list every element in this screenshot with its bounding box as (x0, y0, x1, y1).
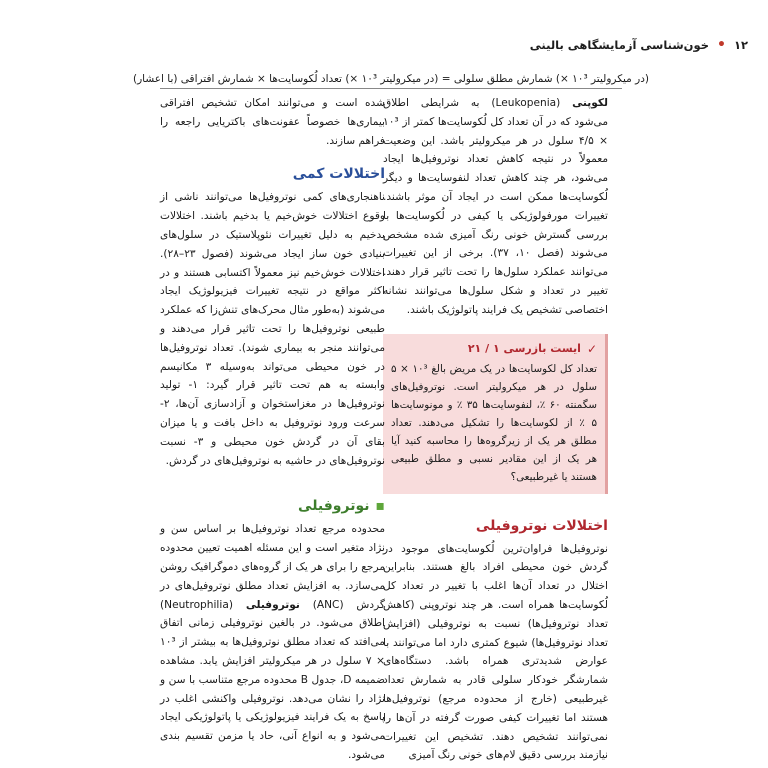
checkpoint-text: تعداد کل لکوسایت‌ها در یک مریض بالغ ۱۰³ × ۵ سلول در هر میکرولیتر است. نوتروفیل‌های سگمنته ۶۰ ٪، لنفوسایت‌ها ۳۵ ٪ و مونوسایت‌ها ۵ ٪ از لکوسایت‌ها را تشکیل می‌دهند. تعداد مطلق هر یک از زیرگروه‌ها را محاسبه کنید آیا هر یک از این مقادیر نسبی و مطلق طبیعی هستند یا غیرطبیعی؟ (391, 362, 598, 483)
page-number: ۱۲ (733, 38, 748, 52)
quantitative-disorders-heading: اختلالات کمی (292, 166, 385, 183)
neutrophilia-heading (160, 496, 385, 516)
checkpoint-heading (391, 340, 597, 358)
neutrophilia-paragraph (160, 520, 385, 764)
green-bullet-icon: ▪ (375, 498, 385, 515)
neutrophilia-term: نوتروفیلی (245, 598, 300, 611)
continuation-text: شده است و می‌توانند امکان تشخیص افتراقی بیماری‌ها خصوصاً عفونت‌های باکتریایی راجعه را فراهم سازند. (160, 97, 385, 147)
left-column (160, 94, 385, 765)
checkmark-icon: ✓ (586, 341, 597, 356)
neutrophilia-text-1: محدوده مرجع تعداد نوتروفیل‌ها بر اساس سن و نژاد متغیر است و این مسئله اهمیت تعیین محدوده مرجع را برای هر یک از گروه‌های دموگرافیک روشن می‌سازد. به افزایش تعداد مطلق نوتروفیل‌های در گردش (ANC) (160, 523, 385, 611)
leukopenia-paragraph (383, 94, 608, 320)
neutrophilia-text-2: (Neutrophilia) اطلاق می‌شود. در بالغین نوتروفیلی زمانی اتفاق می‌افتد که تعداد مطلق نوتروفیل‌ها به بیشتر از ۱۰³ × ۷ سلول در هر میکرولیتر افزایش یابد. مشاهده ضمیمه D، جدول B محدوده مرجع متناسب با سن و نژاد را نشان می‌دهد. نوتروفیلی واکنشی اغلب در پاسخ به یک فرایند فیزیولوژیکی یا پاتولوژیکی ایجاد می‌شود و به انواع آنی، حاد یا مزمن تقسیم بندی می‌شود. (160, 598, 385, 761)
checkpoint-box (383, 334, 608, 494)
quantitative-disorders-text: ناهنجاری‌های کمی نوتروفیل‌ها می‌توانند ناشی از وقوع اختلالات خوش‌خیم یا بدخیم باشند. اختلالات بدخیم به دلیل تغییرات نئوپلاستیک در سلول‌های بنیادی خون ساز ایجاد می‌شوند (فصول ۲۳–۲۸). اختلالات خوش‌خیم نیز معمولاً اکتسابی هستند و در اکثر مواقع در نتیجه تغییرات فیزیولوژیک ایجاد می‌شوند (به‌طور مثال محرک‌های تنش‌زا که عملکرد طبیعی نوتروفیل‌ها را تحت تاثیر قرار می‌دهند و می‌توانند منجر به بیماری شوند). تعداد نوتروفیل‌ها در خون محیطی می‌تواند به‌وسیله ۳ مکانیسم وابسته به هم تحت تاثیر قرار گیرد: ۱- تولید نوتروفیل‌ها در مغزاستخوان و آزادسازی آن‌ها، ۲- سرعت ورود نوتروفیل به داخل بافت و یا میزان بقای آن در گردش خون محیطی و ۳- نسبت نوتروفیل‌های در حاشیه به نوتروفیل‌های در گردش. (160, 191, 385, 467)
checkpoint-title: ایست بازرسی ۱ / ۲۱ (467, 341, 581, 355)
absolute-count-formula: (در میکرولیتر ۱۰³ ×) شمارش مطلق سلولی = (در میکرولیتر ۱۰³ ×) تعداد لُکوسایت‌ها × شمارش افتراقی (با اعشار) (160, 70, 622, 89)
bullet-dot-icon: • (717, 37, 726, 53)
neutrophil-disorders-heading: اختلالات نوتروفیلی (475, 517, 608, 534)
book-title: خون‌شناسی آزمایشگاهی بالینی (529, 38, 709, 52)
leukopenia-text: (Leukopenia) به شرایطی اطلاق می‌شود که در آن تعداد کل لُکوسایت‌ها کمتر از ۱۰³ × ۴/۵ سلول در هر میکرولیتر باشد. این وضعیت معمولاً در نتیجه کاهش تعداد نوتروفیل‌ها ایجاد می‌شود، هر چند کاهش تعداد لنفوسایت‌ها و دیگر لُکوسایت‌ها ممکن است در ایجاد آن موثر باشند. تغییرات مورفولوژیکی یا کیفی در لُکوسایت‌ها با بررسی گسترش خونی رنگ آمیزی شده مشخص می‌شوند (فصل ۱۰، ۳۷). برخی از این تغییرات می‌توانند عملکرد سلول‌ها را تحت تاثیر قرار دهند. تغییر در تعداد و شکل سلول‌ها می‌توانند نشانه اختصاصی تشخیص یک فرایند پاتولوژیک باشند. (383, 97, 608, 316)
running-header (20, 34, 748, 56)
neutrophilia-heading-label: نوتروفیلی (298, 498, 370, 515)
neutrophil-disorders-text: نوتروفیل‌ها فراوان‌ترین لُکوسایت‌های موجود در گردش خون محیطی افراد بالغ هستند. بنابراین اختلال در تعداد آن‌ها اغلب با تغییر در تعداد کل لُکوسایت‌ها همراه است. هر چند نوتروپنی (کاهش تعداد نوتروفیل‌ها) نسبت به نوتروفیلی (افزایش تعداد نوتروفیل‌ها) شیوع کمتری دارد اما می‌توانند با عوارض شدیدتری همراه باشد. دستگاه‌های شمارشگر خودکار سلولی قادر به شمارش تعداد غیرطبیعی (خارج از محدوده مرجع) نوتروفیل‌ها هستند اما تغییرات کیفی صورت گرفته در آن‌ها را نمی‌توانند تشخیص دهند. تشخیص این تغییرات نیازمند بررسی دقیق لام‌های خونی رنگ آمیزی (383, 542, 608, 762)
right-column (383, 94, 608, 765)
leukopenia-term: لکوپنی (572, 97, 608, 109)
